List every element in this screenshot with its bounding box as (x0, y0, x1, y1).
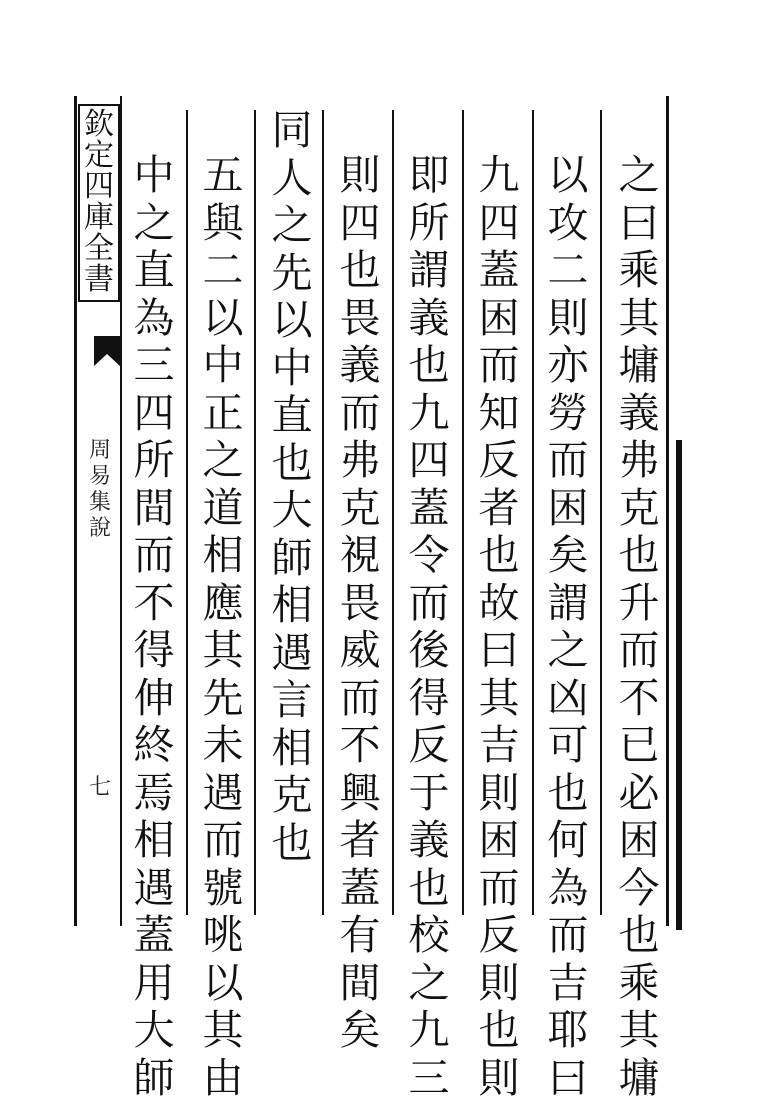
column-char: 先 (272, 253, 313, 301)
column-char: 用 (134, 963, 175, 1011)
column-char: 克 (619, 488, 660, 536)
column-char: 之 (272, 205, 313, 253)
text-column-6 (265, 110, 319, 870)
column-char: 必 (619, 773, 660, 821)
column-char: 而 (409, 583, 450, 631)
column-char: 也 (619, 535, 660, 583)
column-divider (186, 110, 188, 915)
column-char: 四 (409, 440, 450, 488)
column-char: 二 (548, 250, 589, 298)
column-char: 以 (203, 963, 244, 1011)
column-char: 也 (479, 535, 520, 583)
margin-title-char: 庫 (84, 203, 114, 234)
column-divider (532, 110, 534, 915)
column-char: 攻 (548, 203, 589, 251)
text-column-3 (472, 155, 526, 1105)
column-char: 之 (619, 155, 660, 203)
column-char: 令 (409, 535, 450, 583)
column-char: 而 (340, 393, 381, 441)
fish-tail-mark (94, 336, 120, 366)
column-char: 乘 (619, 963, 660, 1011)
column-char: 義 (340, 345, 381, 393)
column-char: 之 (203, 440, 244, 488)
column-char: 升 (619, 583, 660, 631)
column-char: 不 (619, 678, 660, 726)
column-char: 未 (203, 725, 244, 773)
column-char: 乘 (619, 250, 660, 298)
column-char: 矣 (548, 535, 589, 583)
column-char: 也 (479, 1010, 520, 1058)
text-column-1 (612, 155, 666, 1105)
column-char: 九 (409, 1010, 450, 1058)
column-char: 克 (272, 775, 313, 823)
column-char: 也 (272, 823, 313, 871)
column-char: 中 (203, 345, 244, 393)
margin-title-char: 欽 (84, 110, 114, 141)
column-char: 弗 (340, 440, 381, 488)
column-char: 道 (203, 488, 244, 536)
text-column-4 (402, 155, 456, 1105)
column-char: 反 (479, 440, 520, 488)
margin-page-number: 七 (86, 770, 114, 801)
column-char: 而 (479, 868, 520, 916)
margin-title-char: 全 (84, 234, 114, 265)
column-char: 也 (409, 345, 450, 393)
column-char: 二 (203, 250, 244, 298)
margin-section-title (86, 440, 114, 544)
column-char: 則 (479, 1058, 520, 1105)
right-thick-border (676, 440, 682, 930)
column-char: 勞 (548, 393, 589, 441)
column-char: 人 (272, 158, 313, 206)
column-char: 蓋 (409, 488, 450, 536)
column-char: 也 (409, 868, 450, 916)
column-char: 間 (340, 963, 381, 1011)
column-char: 其 (619, 1010, 660, 1058)
text-column-5 (333, 155, 387, 1058)
outer-right-border (666, 96, 669, 926)
column-divider (462, 110, 464, 915)
column-char: 于 (409, 773, 450, 821)
column-char: 三 (409, 1058, 450, 1105)
column-char: 者 (340, 820, 381, 868)
column-char: 其 (479, 678, 520, 726)
column-char: 中 (272, 348, 313, 396)
column-char: 知 (479, 393, 520, 441)
column-char: 吉 (479, 725, 520, 773)
margin-section-char: 周 (89, 440, 111, 466)
column-char: 以 (272, 300, 313, 348)
column-char: 四 (134, 393, 175, 441)
column-char: 今 (619, 868, 660, 916)
column-char: 而 (479, 345, 520, 393)
column-char: 與 (203, 203, 244, 251)
column-char: 師 (272, 538, 313, 586)
column-char: 後 (409, 630, 450, 678)
column-char: 直 (134, 250, 175, 298)
column-char: 師 (134, 1058, 175, 1105)
column-char: 校 (409, 915, 450, 963)
column-char: 先 (203, 678, 244, 726)
margin-section-char: 說 (89, 518, 111, 544)
column-char: 則 (548, 298, 589, 346)
column-char: 墉 (619, 1058, 660, 1105)
spine-inner-border (120, 96, 122, 926)
column-divider (392, 110, 394, 915)
column-char: 由 (203, 1058, 244, 1105)
column-char: 曰 (619, 203, 660, 251)
column-char: 之 (548, 630, 589, 678)
column-char: 義 (619, 393, 660, 441)
column-char: 反 (409, 725, 450, 773)
column-char: 則 (479, 773, 520, 821)
column-char: 遇 (203, 773, 244, 821)
column-char: 義 (409, 298, 450, 346)
margin-title-char: 定 (84, 141, 114, 172)
column-char: 蓋 (340, 868, 381, 916)
column-char: 四 (340, 203, 381, 251)
column-char: 咷 (203, 915, 244, 963)
column-char: 有 (340, 915, 381, 963)
column-char: 正 (203, 393, 244, 441)
column-char: 以 (203, 298, 244, 346)
margin-title-char: 四 (84, 172, 114, 203)
column-char: 三 (134, 345, 175, 393)
column-char: 中 (134, 155, 175, 203)
column-char: 而 (134, 535, 175, 583)
column-char: 而 (203, 820, 244, 868)
column-char: 同 (272, 110, 313, 158)
column-char: 亦 (548, 345, 589, 393)
column-char: 五 (203, 155, 244, 203)
column-char: 九 (479, 155, 520, 203)
margin-section-char: 易 (89, 466, 111, 492)
column-char: 弗 (619, 440, 660, 488)
column-char: 畏 (340, 298, 381, 346)
column-char: 克 (340, 488, 381, 536)
column-char: 遇 (272, 633, 313, 681)
column-char: 困 (479, 820, 520, 868)
column-char: 者 (479, 488, 520, 536)
column-divider (322, 110, 324, 915)
column-char: 已 (619, 725, 660, 773)
column-char: 相 (203, 535, 244, 583)
column-char: 為 (548, 868, 589, 916)
column-char: 曰 (479, 630, 520, 678)
column-char: 得 (134, 630, 175, 678)
outer-left-border (74, 96, 77, 926)
column-char: 反 (479, 915, 520, 963)
column-char: 曰 (548, 1058, 589, 1105)
column-char: 困 (619, 820, 660, 868)
column-char: 之 (134, 203, 175, 251)
column-char: 凶 (548, 678, 589, 726)
column-char: 則 (340, 155, 381, 203)
column-char: 間 (134, 488, 175, 536)
text-column-8 (127, 155, 181, 1105)
column-char: 相 (272, 585, 313, 633)
column-char: 故 (479, 583, 520, 631)
column-divider (254, 110, 256, 915)
column-char: 相 (272, 728, 313, 776)
column-char: 而 (548, 915, 589, 963)
column-char: 四 (479, 203, 520, 251)
column-char: 不 (134, 583, 175, 631)
column-char: 墉 (619, 345, 660, 393)
column-char: 蓋 (479, 250, 520, 298)
column-char: 也 (548, 773, 589, 821)
margin-book-title (78, 104, 120, 302)
column-char: 為 (134, 298, 175, 346)
column-char: 視 (340, 535, 381, 583)
column-char: 應 (203, 583, 244, 631)
column-char: 興 (340, 773, 381, 821)
column-char: 九 (409, 393, 450, 441)
column-char: 大 (272, 490, 313, 538)
column-char: 遇 (134, 868, 175, 916)
text-column-2 (541, 155, 595, 1105)
column-char: 言 (272, 680, 313, 728)
column-char: 何 (548, 820, 589, 868)
column-char: 畏 (340, 583, 381, 631)
column-char: 其 (203, 1010, 244, 1058)
column-char: 矣 (340, 1010, 381, 1058)
column-char: 義 (409, 820, 450, 868)
column-char: 而 (340, 678, 381, 726)
column-char: 焉 (134, 773, 175, 821)
column-char: 所 (134, 440, 175, 488)
column-char: 也 (619, 915, 660, 963)
column-char: 不 (340, 725, 381, 773)
column-char: 得 (409, 678, 450, 726)
column-char: 也 (340, 250, 381, 298)
column-char: 以 (548, 155, 589, 203)
column-char: 困 (548, 488, 589, 536)
text-column-7 (196, 155, 250, 1105)
column-char: 直 (272, 395, 313, 443)
column-char: 相 (134, 820, 175, 868)
column-char: 其 (619, 298, 660, 346)
column-char: 所 (409, 203, 450, 251)
column-char: 困 (479, 298, 520, 346)
column-char: 之 (409, 963, 450, 1011)
column-divider (600, 110, 602, 915)
column-char: 威 (340, 630, 381, 678)
column-char: 蓋 (134, 915, 175, 963)
column-char: 號 (203, 868, 244, 916)
column-char: 謂 (409, 250, 450, 298)
column-char: 終 (134, 725, 175, 773)
column-char: 即 (409, 155, 450, 203)
column-char: 伸 (134, 678, 175, 726)
margin-title-char: 書 (84, 265, 114, 296)
column-char: 大 (134, 1010, 175, 1058)
column-char: 可 (548, 725, 589, 773)
column-char: 耶 (548, 1010, 589, 1058)
column-char: 也 (272, 443, 313, 491)
column-char: 謂 (548, 583, 589, 631)
column-char: 吉 (548, 963, 589, 1011)
column-char: 而 (548, 440, 589, 488)
column-char: 其 (203, 630, 244, 678)
column-char: 則 (479, 963, 520, 1011)
margin-section-char: 集 (89, 492, 111, 518)
column-char: 而 (619, 630, 660, 678)
